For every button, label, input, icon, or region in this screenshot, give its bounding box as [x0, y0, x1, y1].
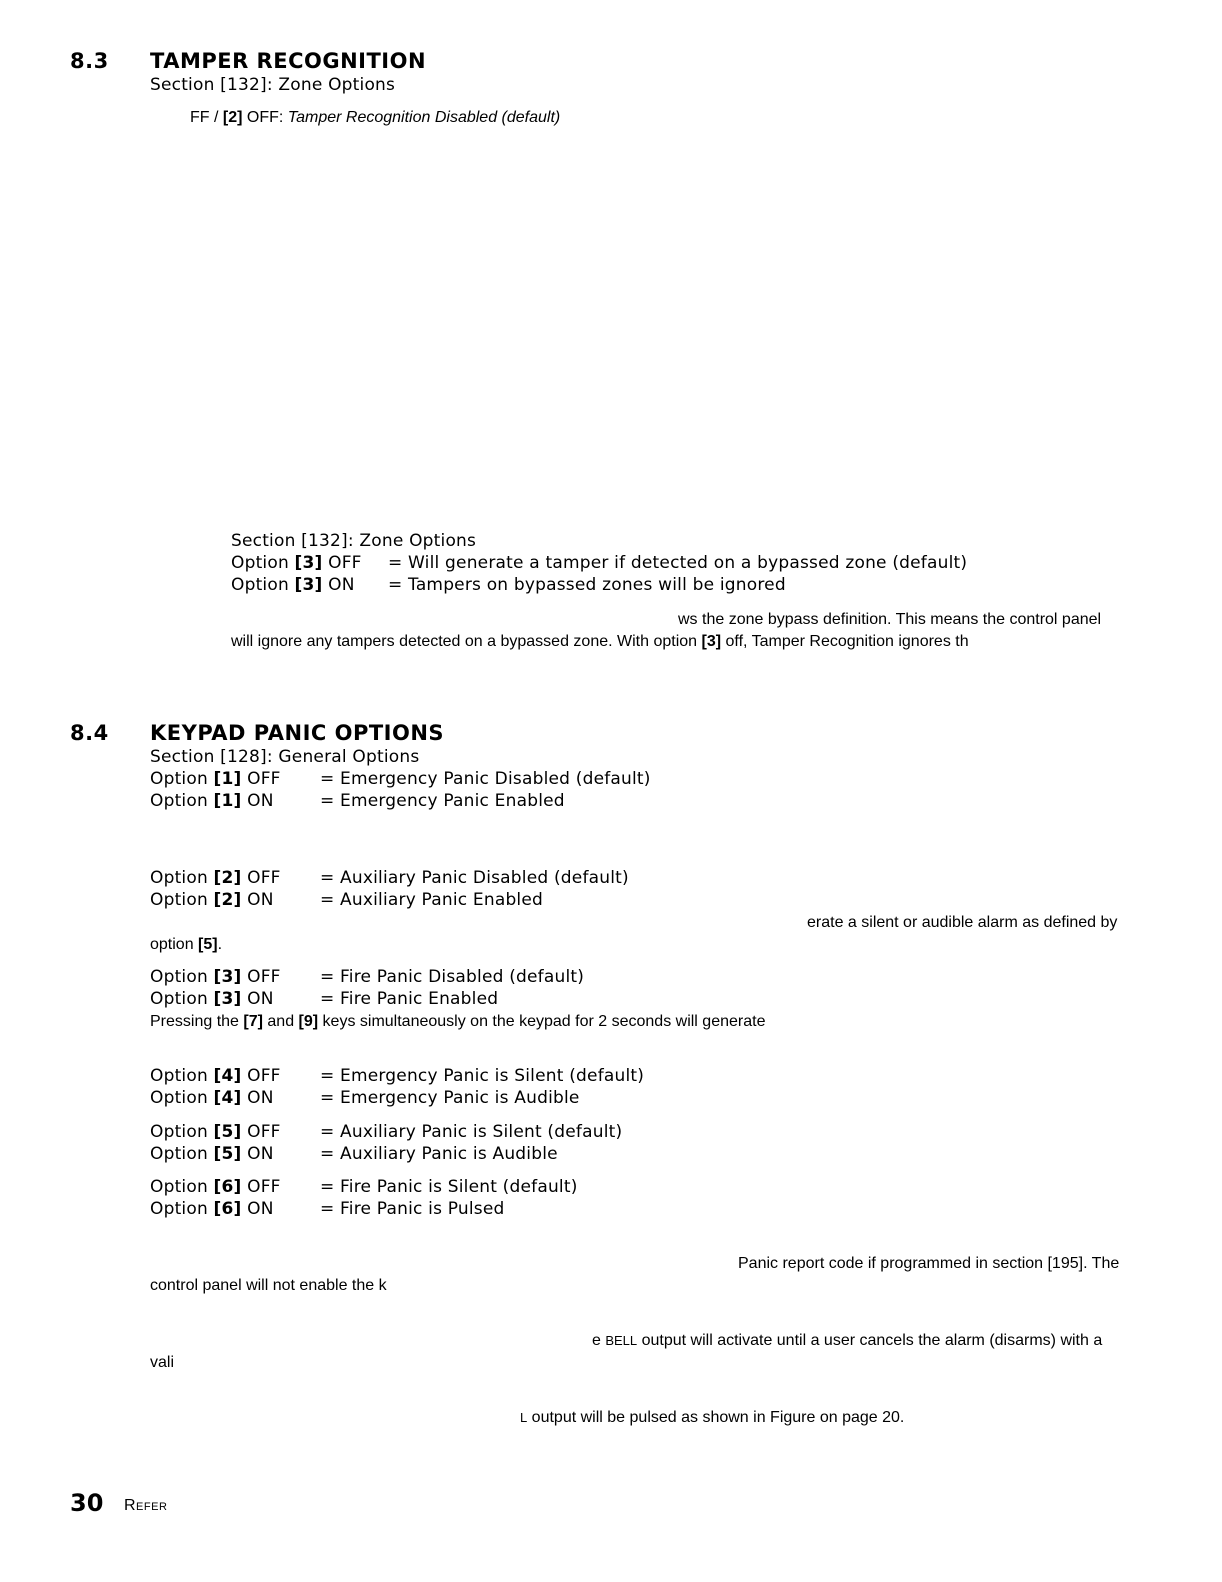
key-7: [7] [243, 1013, 263, 1030]
option-number: [3] [701, 633, 722, 650]
option-state: OFF [241, 769, 281, 789]
option-word: Option [150, 1199, 214, 1219]
option-label [150, 1088, 320, 1108]
option-label [150, 989, 320, 1009]
option-state: OFF [241, 1066, 281, 1086]
option-word: Option [150, 1144, 214, 1164]
option-description: = Fire Panic Disabled (default) [320, 967, 585, 987]
option-description: = Auxiliary Panic Enabled [320, 890, 544, 910]
option-state: OFF [241, 868, 281, 888]
option-number: [6] [213, 1177, 242, 1197]
option-word: Option [150, 967, 214, 987]
bypass-paragraph-line-1: ws the zone bypass definition. This means the control panel [678, 611, 1102, 628]
pulse-output-line [520, 1409, 904, 1427]
option-word: Option [231, 553, 295, 573]
text: output will be pulsed as shown in Figure on page 20. [527, 1409, 905, 1426]
text: and [262, 1013, 299, 1030]
option-word: Option [150, 1066, 214, 1086]
option-label [150, 868, 320, 888]
aux-text-line-2 [150, 936, 222, 954]
line-state: OFF: [242, 109, 288, 126]
option-description: = Auxiliary Panic is Audible [320, 1144, 558, 1164]
key-9: [9] [298, 1013, 319, 1030]
option-row [150, 1122, 622, 1142]
option-label [150, 1144, 320, 1164]
option-description: = Tampers on bypassed zones will be ignored [388, 575, 786, 595]
option-state: ON [241, 791, 274, 811]
option-word: Option [150, 989, 214, 1009]
footer-title: Refer [124, 1497, 168, 1514]
page-number: 30 [70, 1489, 104, 1517]
line-description: Tamper Recognition Disabled (default) [287, 109, 561, 126]
option-label [150, 1122, 320, 1142]
option-state: OFF [241, 1122, 281, 1142]
section-title-tamper-recognition: TAMPER RECOGNITION [150, 49, 427, 73]
option-row [150, 967, 584, 987]
option-number: [5] [213, 1122, 242, 1142]
section-number-8-3: 8.3 [70, 49, 109, 73]
panic-report-line-2: control panel will not enable the k [150, 1277, 387, 1294]
section-reference: Section [128]: General Options [150, 747, 420, 767]
option-label [150, 967, 320, 987]
text: off, Tamper Recognition ignores th [721, 633, 969, 650]
option-number: [4] [213, 1066, 242, 1086]
option-description: = Auxiliary Panic is Silent (default) [320, 1122, 623, 1142]
option-description: = Fire Panic is Pulsed [320, 1199, 505, 1219]
option-number: [6] [213, 1199, 242, 1219]
option-state: ON [241, 1088, 274, 1108]
option-label [150, 1177, 320, 1197]
option-number: [3] [294, 553, 323, 573]
section-title-keypad-panic: KEYPAD PANIC OPTIONS [150, 721, 445, 745]
option-label [150, 890, 320, 910]
option-description: = Fire Panic Enabled [320, 989, 499, 1009]
option-word: Option [231, 575, 295, 595]
option-number: [3] [294, 575, 323, 595]
bell-output-line-1 [592, 1332, 1102, 1350]
text: option [150, 936, 199, 953]
option-label [150, 1066, 320, 1086]
option-description: = Emergency Panic Disabled (default) [320, 769, 651, 789]
option-word: Option [150, 769, 214, 789]
line-prefix: FF / [190, 109, 223, 126]
option-state: ON [241, 989, 274, 1009]
option-state: ON [241, 1199, 274, 1219]
option-number: [5] [198, 936, 218, 953]
bell-label: BELL [605, 1333, 638, 1348]
option-number: [2] [213, 890, 242, 910]
section-number-8-4: 8.4 [70, 721, 109, 745]
option-3-off-row [231, 553, 967, 573]
fire-panic-text [150, 1013, 765, 1031]
bell-label: L [520, 1410, 528, 1425]
text: e [592, 1332, 606, 1349]
section-reference: Section [132]: Zone Options [150, 75, 396, 95]
option-number: [2] [213, 868, 242, 888]
option-state: ON [241, 1144, 274, 1164]
option-row [150, 1144, 558, 1164]
option-description: = Emergency Panic Enabled [320, 791, 565, 811]
panic-report-line-1: Panic report code if programmed in section [195]. The [738, 1255, 1120, 1272]
bypass-paragraph-line-2 [231, 633, 969, 651]
option-state: ON [322, 575, 355, 595]
option-row [150, 1177, 578, 1197]
option-row [150, 769, 651, 789]
option-row [150, 1088, 580, 1108]
option-state: OFF [322, 553, 362, 573]
text: keys simultaneously on the keypad for 2 seconds will generate [318, 1013, 766, 1030]
option-row [150, 791, 565, 811]
text: Pressing the [150, 1013, 244, 1030]
option-row [150, 989, 498, 1009]
option-row [150, 890, 543, 910]
aux-text-line-1: erate a silent or audible alarm as defined by [807, 914, 1118, 931]
option-word: Option [150, 1088, 214, 1108]
option-state: ON [241, 890, 274, 910]
option-number: [4] [213, 1088, 242, 1108]
option-number: [5] [213, 1144, 242, 1164]
option-number: [2] [222, 109, 243, 126]
option-row [150, 868, 629, 888]
option-word: Option [150, 890, 214, 910]
option-word: Option [150, 1177, 214, 1197]
option-row [150, 1066, 644, 1086]
option-label [150, 769, 320, 789]
text: output will activate until a user cancels the alarm (disarms) with a [637, 1332, 1103, 1349]
option-description: = Fire Panic is Silent (default) [320, 1177, 578, 1197]
option-number: [3] [213, 967, 242, 987]
option-state: OFF [241, 967, 281, 987]
option-label [150, 1199, 320, 1219]
option-number: [1] [213, 769, 242, 789]
option-description: = Emergency Panic is Silent (default) [320, 1066, 645, 1086]
option-number: [1] [213, 791, 242, 811]
option-row [150, 1199, 505, 1219]
option-word: Option [150, 868, 214, 888]
option-word: Option [150, 1122, 214, 1142]
bell-output-line-2: vali [150, 1354, 175, 1371]
option-3-on-row [231, 575, 786, 595]
option-word: Option [150, 791, 214, 811]
text: . [217, 936, 223, 953]
option-description: = Will generate a tamper if detected on a bypassed zone (default) [388, 553, 968, 573]
option-label [150, 791, 320, 811]
option-state: OFF [241, 1177, 281, 1197]
option-description: = Auxiliary Panic Disabled (default) [320, 868, 629, 888]
tamper-disabled-line [190, 109, 560, 127]
option-number: [3] [213, 989, 242, 1009]
text: will ignore any tampers detected on a bypassed zone. With option [231, 633, 702, 650]
option-description: = Emergency Panic is Audible [320, 1088, 580, 1108]
inner-section-reference: Section [132]: Zone Options [231, 531, 477, 551]
